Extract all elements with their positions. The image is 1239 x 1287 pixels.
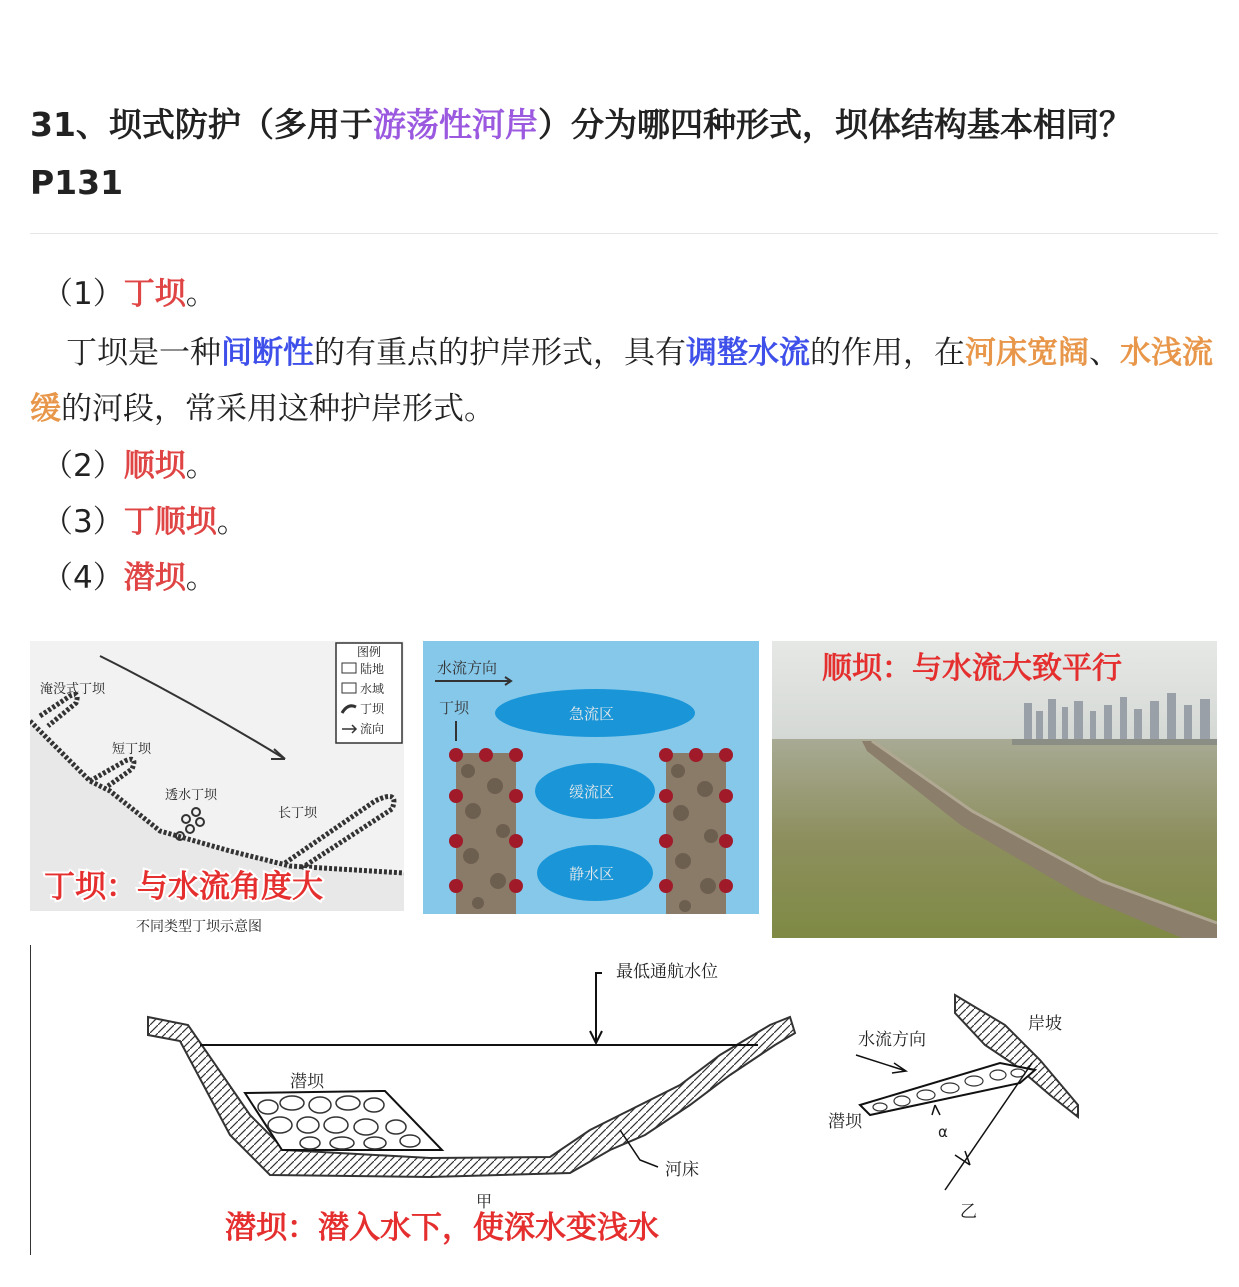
question-prefix: 31、坝式防护（多用于 [30, 105, 373, 144]
svg-text:河床: 河床 [665, 1160, 699, 1180]
svg-text:缓流区: 缓流区 [569, 783, 615, 801]
svg-text:水流方向: 水流方向 [858, 1030, 926, 1050]
svg-text:α: α [938, 1123, 948, 1141]
svg-text:岸坡: 岸坡 [1028, 1014, 1062, 1034]
svg-text:水流方向: 水流方向 [437, 659, 498, 677]
figure-footer: 不同类型丁坝示意图 [136, 919, 262, 935]
flow-zones-figure [423, 641, 759, 914]
svg-text:乙: 乙 [960, 1202, 977, 1222]
legend-title: 图例 [357, 645, 382, 659]
item-3: （3）丁顺坝。 [42, 504, 248, 540]
svg-text:流向: 流向 [360, 722, 385, 736]
divider [30, 233, 1218, 234]
question-highlight: 游荡性河岸 [372, 105, 538, 144]
svg-text:丁坝: 丁坝 [439, 699, 470, 717]
item-1: （1）丁坝。 [42, 276, 217, 312]
svg-text:丁坝: 丁坝 [360, 702, 385, 716]
svg-text:水域: 水域 [360, 682, 385, 696]
svg-text:陆地: 陆地 [360, 662, 385, 676]
svg-text:透水丁坝: 透水丁坝 [165, 788, 218, 803]
item-4: （4）潜坝。 [42, 560, 217, 596]
parallel-dike-photo [772, 641, 1217, 938]
svg-text:潜坝: 潜坝 [290, 1072, 324, 1092]
submerged-dam-figure [30, 945, 1120, 1255]
svg-text:静水区: 静水区 [569, 865, 615, 883]
svg-text:淹没式丁坝: 淹没式丁坝 [40, 682, 106, 697]
item-2: （2）顺坝。 [42, 448, 217, 484]
groyne-types-figure [30, 641, 404, 938]
item-1-description: 丁坝是一种间断性的有重点的护岸形式，具有调整水流的作用，在河床宽阔、水浅流缓的河段，常采用这种护岸形式。 [30, 335, 1213, 427]
svg-text:急流区: 急流区 [569, 705, 615, 723]
parallel-dike-caption: 顺坝：与水流大致平行 [822, 651, 1122, 686]
svg-text:甲: 甲 [476, 1192, 493, 1211]
submerged-caption: 潜坝：潜入水下，使深水变浅水 [225, 1210, 659, 1246]
question-heading [30, 96, 1220, 212]
svg-text:最低通航水位: 最低通航水位 [616, 962, 718, 982]
svg-text:短丁坝: 短丁坝 [112, 742, 152, 757]
svg-text:长丁坝: 长丁坝 [278, 806, 318, 821]
groyne-caption: 丁坝：与水流角度大 [44, 869, 323, 905]
svg-text:潜坝: 潜坝 [828, 1112, 862, 1132]
question-suffix: ）分为哪四种形式，坝体结构基本相同？P131 [30, 105, 1132, 202]
